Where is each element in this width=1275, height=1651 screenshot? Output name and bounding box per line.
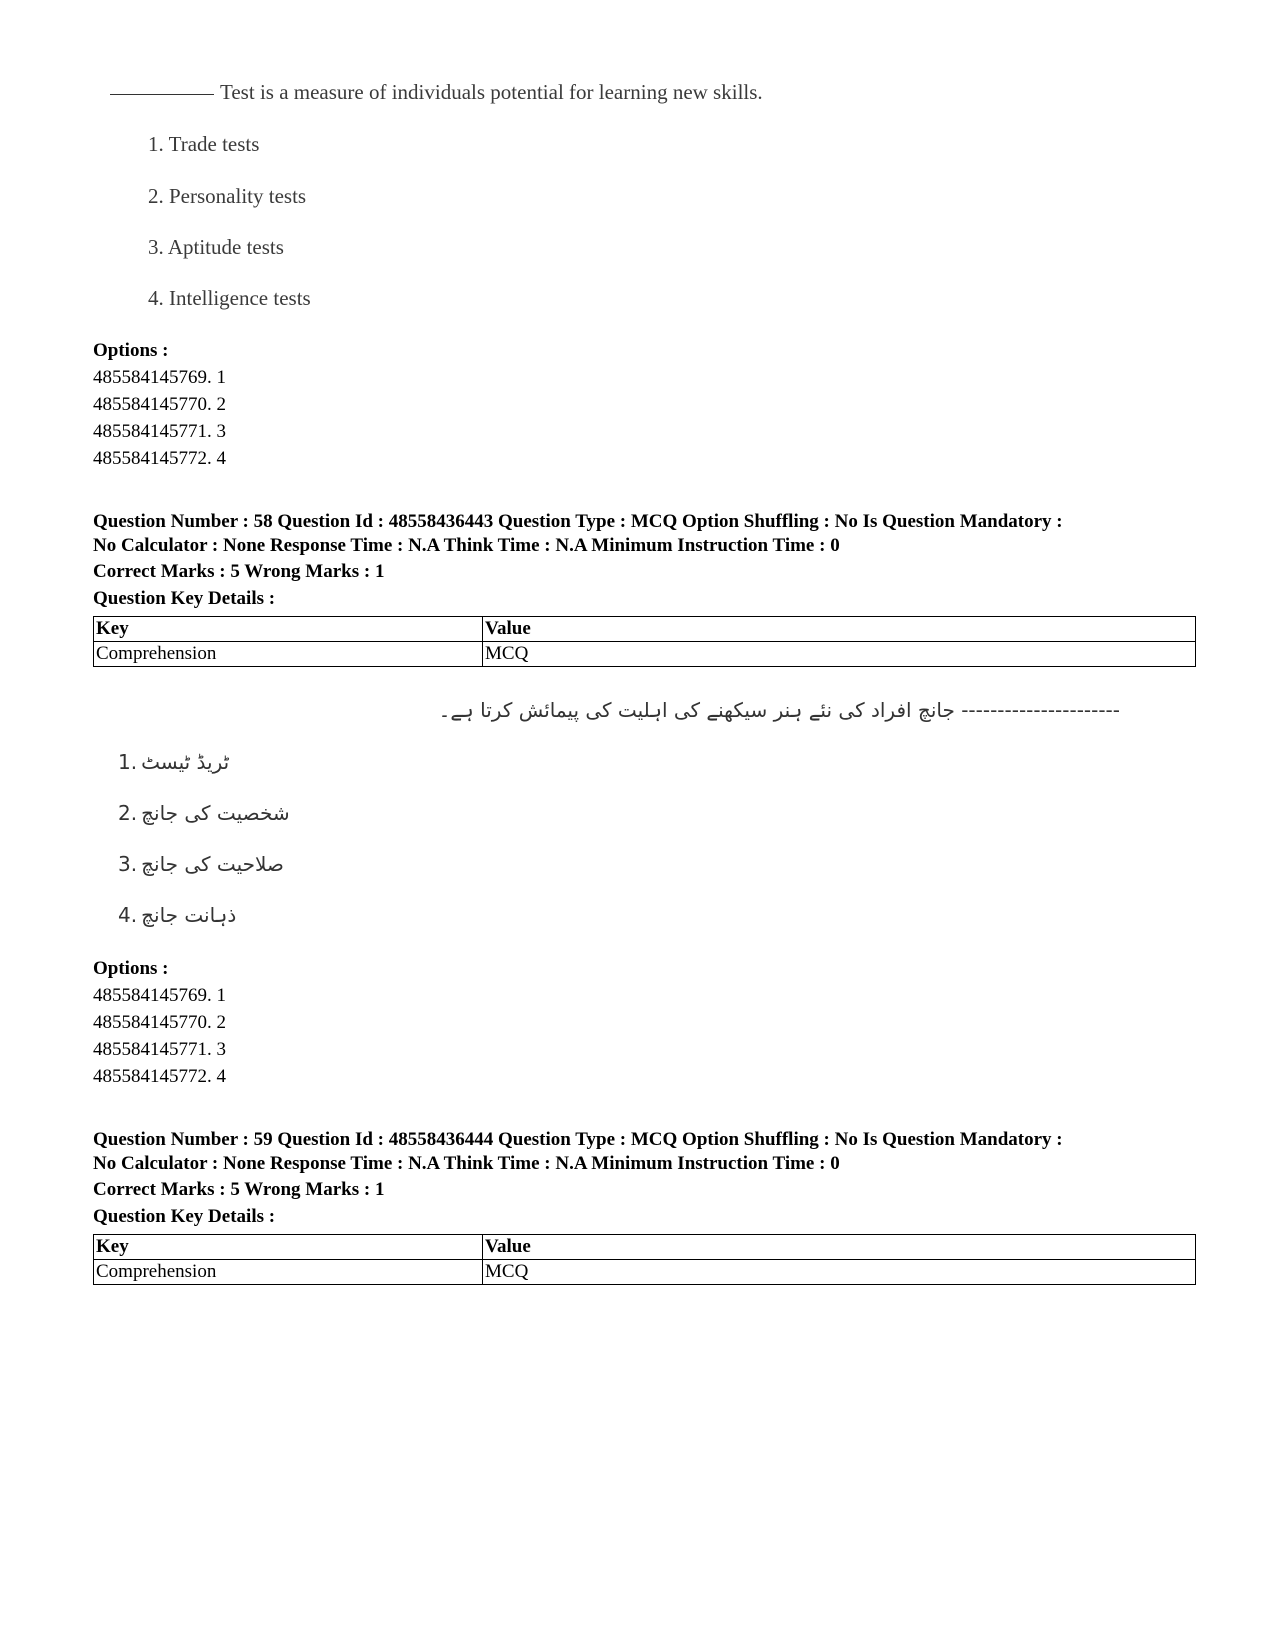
urdu-choice-number: 2. <box>118 801 138 825</box>
question-57-text-body: Test is a measure of individuals potential for learning new skills. <box>220 80 763 104</box>
question-59-marks: Correct Marks : 5 Wrong Marks : 1 <box>93 1179 385 1200</box>
question-57-stem <box>110 80 763 105</box>
table-cell-value: MCQ <box>483 642 1196 667</box>
table-header-key: Key <box>94 1235 483 1260</box>
options-label: Options : <box>93 340 169 361</box>
question-59-meta-line1: Question Number : 59 Question Id : 48558436444 Question Type : MCQ Option Shuffling : No Is Question Mandatory : <box>93 1129 1063 1150</box>
question-58-meta-line2: No Calculator : None Response Time : N.A Think Time : N.A Minimum Instruction Time : 0 <box>93 535 840 556</box>
question-57-choice-1: 1. Trade tests <box>148 132 260 156</box>
option-item: 485584145770. 2 <box>93 394 226 415</box>
table-header-row <box>94 1235 1196 1260</box>
question-59-key-table <box>93 1234 1196 1285</box>
option-item: 485584145769. 1 <box>93 367 226 388</box>
option-item: 485584145771. 3 <box>93 421 226 442</box>
urdu-question-stem <box>0 698 1120 728</box>
urdu-choice-text: شخصیت کی جانچ <box>141 801 290 825</box>
table-row <box>94 642 1196 667</box>
table-header-key: Key <box>94 617 483 642</box>
question-59-meta-line2: No Calculator : None Response Time : N.A Think Time : N.A Minimum Instruction Time : 0 <box>93 1153 840 1174</box>
option-item: 485584145769. 1 <box>93 985 226 1006</box>
question-58-key-table <box>93 616 1196 667</box>
urdu-blank: ---------------------- <box>961 698 1120 722</box>
urdu-question-text: جانچ افراد کی نئے ہنر سیکھنے کی اہلیت کی پیمائش کرتا ہے۔ <box>438 698 955 722</box>
question-58-meta-line1: Question Number : 58 Question Id : 48558436443 Question Type : MCQ Option Shuffling : No Is Question Mandatory : <box>93 511 1063 532</box>
option-item: 485584145772. 4 <box>93 1066 226 1087</box>
urdu-choice-2 <box>118 801 290 825</box>
table-header-value: Value <box>483 617 1196 642</box>
urdu-choice-number: 3. <box>118 852 138 876</box>
urdu-choice-4 <box>118 903 236 927</box>
question-57-text <box>110 80 763 104</box>
question-57-choice-4: 4. Intelligence tests <box>148 286 311 310</box>
question-58-key-details-label: Question Key Details : <box>93 588 276 609</box>
options-label: Options : <box>93 958 169 979</box>
question-58-marks: Correct Marks : 5 Wrong Marks : 1 <box>93 561 385 582</box>
urdu-choice-text: ٹریڈ ٹیسٹ <box>141 750 230 774</box>
urdu-question-line <box>439 698 1120 722</box>
table-cell-key: Comprehension <box>94 642 483 667</box>
urdu-choice-number: 4. <box>118 903 138 927</box>
urdu-choice-1 <box>118 750 229 774</box>
urdu-choice-text: صلاحیت کی جانچ <box>141 852 284 876</box>
urdu-choice-number: 1. <box>118 750 138 774</box>
table-header-value: Value <box>483 1235 1196 1260</box>
urdu-choice-3 <box>118 852 284 876</box>
table-cell-value: MCQ <box>483 1260 1196 1285</box>
table-row <box>94 1260 1196 1285</box>
table-header-row <box>94 617 1196 642</box>
option-item: 485584145771. 3 <box>93 1039 226 1060</box>
table-cell-key: Comprehension <box>94 1260 483 1285</box>
question-59-meta <box>93 1128 1203 1176</box>
fill-blank <box>110 94 214 95</box>
question-59-key-details-label: Question Key Details : <box>93 1206 276 1227</box>
question-57-choice-3: 3. Aptitude tests <box>148 235 284 259</box>
option-item: 485584145772. 4 <box>93 448 226 469</box>
urdu-choice-text: ذہانت جانچ <box>141 903 237 927</box>
question-58-meta <box>93 510 1203 558</box>
question-57-choice-2: 2. Personality tests <box>148 184 307 208</box>
option-item: 485584145770. 2 <box>93 1012 226 1033</box>
